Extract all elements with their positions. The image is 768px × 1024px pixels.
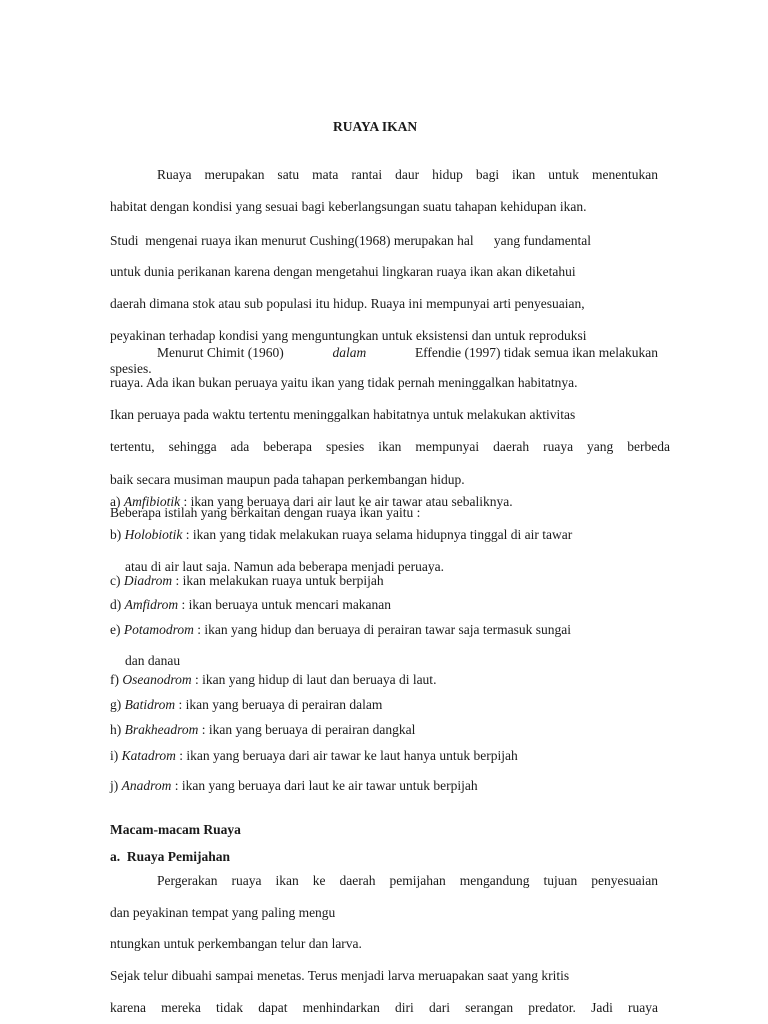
para2-line-1-end: Effendie (1997) tidak semua ikan melakukan: [414, 345, 658, 360]
term-name: Oseanodrom: [122, 672, 192, 687]
para2-line-1: [157, 345, 658, 361]
intro-line-2: habitat dengan kondisi yang sesuai bagi keberlangsungan suatu tahapan kehidupan ikan.: [110, 199, 587, 214]
section-heading: Macam-macam Ruaya: [110, 822, 241, 837]
term-name: Brakheadrom: [124, 722, 199, 737]
term-name: Holobiotik: [124, 527, 183, 542]
para3-line-4: Sejak telur dibuahi sampai menetas. Terus menjadi larva meruapakan saat yang kritis: [110, 968, 570, 983]
para3-line-1: Pergerakan ruaya ikan ke daerah pemijahan mengandung tujuan penyesuaian: [157, 873, 658, 888]
term-item-h: [110, 722, 415, 738]
term-desc: : ikan yang beruaya dari air tawar ke laut hanya untuk berpijah: [175, 748, 518, 763]
para3-line-3: ntungkan untuk perkembangan telur dan larva.: [110, 936, 362, 951]
term-prefix: a): [110, 494, 121, 509]
para3-line-5: karena mereka tidak dapat menhindarkan diri dari serangan predator. Jadi ruaya: [110, 1000, 658, 1015]
intro-line-5: daerah dimana stok atau sub populasi itu hidup. Ruaya ini mempunyai arti penyesuaian,: [110, 296, 585, 311]
term-desc: : ikan yang hidup dan beruaya di perairan tawar saja termasuk sungai: [193, 622, 571, 637]
intro-line-3: Studi mengenai ruaya ikan menurut Cushing(1968) merupakan hal yang fundamental: [110, 233, 592, 248]
term-desc: : ikan yang beruaya di perairan dalam: [175, 697, 383, 712]
term-item-f: [110, 672, 436, 688]
term-item-b: [110, 527, 572, 543]
term-desc: : ikan yang beruaya dari air laut ke air tawar atau sebaliknya.: [180, 494, 513, 509]
term-prefix: c): [110, 573, 121, 588]
term-name: Batidrom: [124, 697, 176, 712]
term-item-e-continuation: dan danau: [125, 653, 181, 668]
term-prefix: j): [110, 778, 119, 793]
para2-line-4: tertentu, sehingga ada beberapa spesies ikan mempunyai daerah ruaya yang berbeda: [110, 439, 670, 454]
term-desc: : ikan yang beruaya di perairan dangkal: [198, 722, 416, 737]
intro-line-6: peyakinan terhadap kondisi yang menguntungkan untuk eksistensi dan untuk reproduksi: [110, 328, 587, 343]
para2-line-3: Ikan peruaya pada waktu tertentu meninggalkan habitatnya untuk melakukan aktivitas: [110, 407, 576, 422]
term-prefix: g): [110, 697, 122, 712]
intro-line-7: spesies.: [110, 361, 152, 376]
term-name: Katadrom: [121, 748, 176, 763]
term-item-e: [110, 622, 571, 638]
term-prefix: h): [110, 722, 122, 737]
term-name: Diadrom: [123, 573, 173, 588]
term-name: Anadrom: [121, 778, 172, 793]
para2-emphasis: dalam: [332, 345, 367, 360]
term-desc: : ikan yang beruaya dari laut ke air tawar untuk berpijah: [171, 778, 478, 793]
subsection-heading: a. Ruaya Pemijahan: [110, 849, 231, 864]
term-desc: : ikan yang tidak melakukan ruaya selama hidupnya tinggal di air tawar: [182, 527, 573, 542]
term-prefix: f): [110, 672, 119, 687]
term-item-d: [110, 597, 391, 613]
term-prefix: e): [110, 622, 121, 637]
term-item-j: [110, 778, 478, 794]
intro-line-4: untuk dunia perikanan karena dengan mengetahui lingkaran ruaya ikan akan diketahui: [110, 264, 576, 279]
intro-line-1: Ruaya merupakan satu mata rantai daur hidup bagi ikan untuk menentukan: [157, 167, 658, 182]
term-item-g: [110, 697, 382, 713]
term-item-a: [110, 494, 513, 510]
term-desc: : ikan melakukan ruaya untuk berpijah: [172, 573, 384, 588]
para2-line-2: ruaya. Ada ikan bukan peruaya yaitu ikan yang tidak pernah meninggalkan habitatnya.: [110, 375, 578, 390]
term-desc: : ikan yang hidup di laut dan beruaya di laut.: [191, 672, 437, 687]
term-item-c: [110, 573, 384, 589]
term-name: Potamodrom: [123, 622, 194, 637]
term-prefix: b): [110, 527, 122, 542]
document-title: RUAYA IKAN: [333, 119, 418, 134]
term-item-i: [110, 748, 518, 764]
term-prefix: i): [110, 748, 119, 763]
term-name: Amfidrom: [124, 597, 179, 612]
para2-line-5: baik secara musiman maupun pada tahapan perkembangan hidup.: [110, 472, 465, 487]
term-desc: : ikan beruaya untuk mencari makanan: [178, 597, 392, 612]
para2-line-6: Beberapa istilah yang berkaitan dengan ruaya ikan yaitu :: [110, 505, 421, 520]
term-item-b-continuation: atau di air laut saja. Namun ada beberapa menjadi peruaya.: [125, 559, 444, 574]
para2-line-1-start: Menurut Chimit (1960): [157, 345, 284, 360]
term-name: Amfibiotik: [123, 494, 181, 509]
para3-line-2: dan peyakinan tempat yang paling mengu: [110, 905, 336, 920]
term-prefix: d): [110, 597, 122, 612]
